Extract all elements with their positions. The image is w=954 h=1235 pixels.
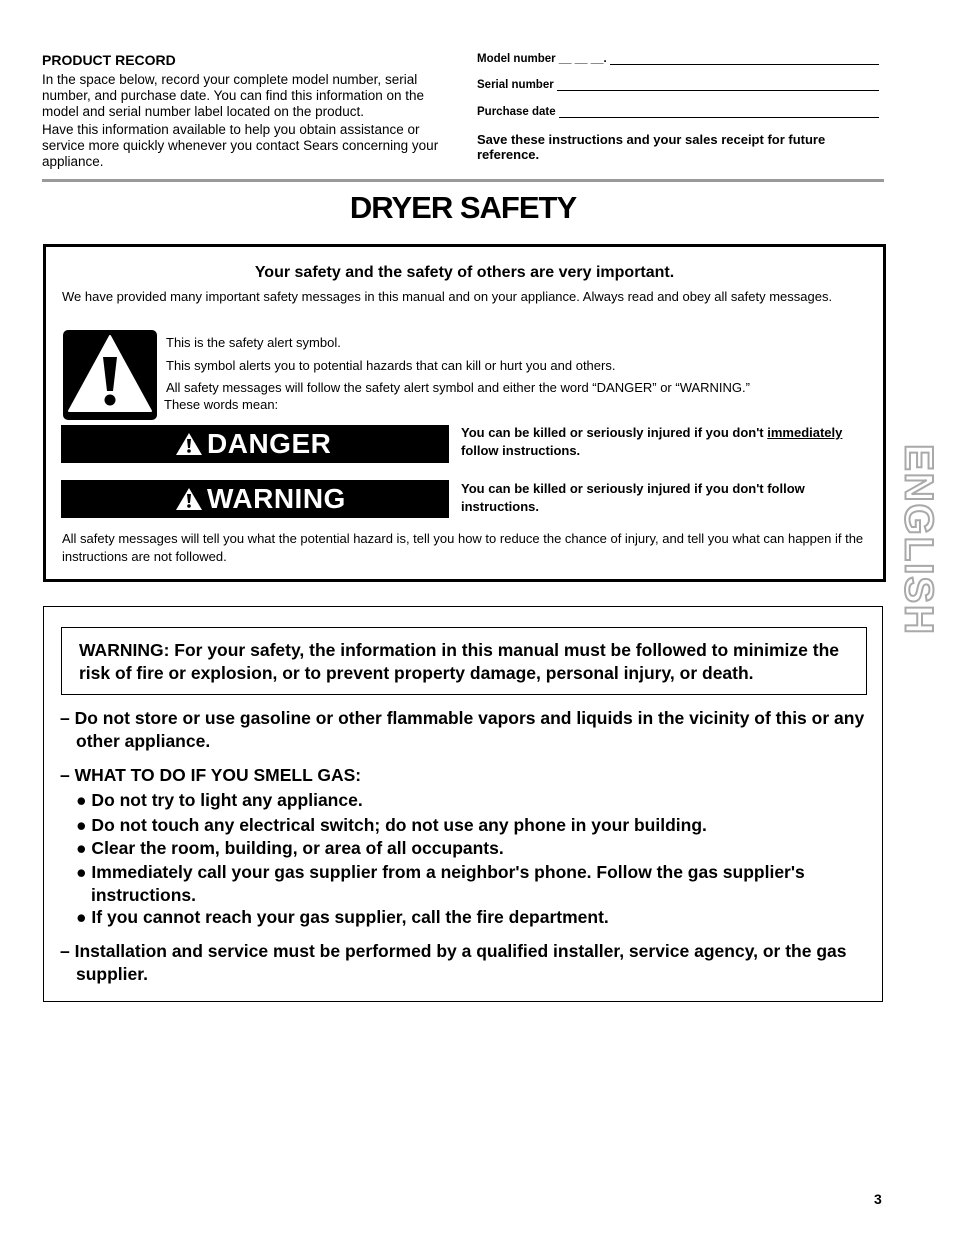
- gas-warning-text: WARNING: For your safety, the information in this manual must be followed to minimize the risk of fire or explosion, or to prevent property damage, personal injury, or death.: [79, 640, 840, 683]
- model-number-line[interactable]: [610, 54, 879, 65]
- warning-description: You can be killed or seriously injured if you don't follow instructions.: [461, 481, 805, 514]
- symbol-description-3a: All safety messages will follow the safety alert symbol and either the word “DANGER” or “WARNING.”: [166, 380, 750, 395]
- gas-bullet-1: ● Do not try to light any appliance.: [76, 790, 363, 810]
- smell-gas-heading: – WHAT TO DO IF YOU SMELL GAS:: [60, 765, 362, 785]
- product-record-paragraph-2: Have this information available to help you obtain assistance or service more quickly whenever you contact Sears concerning your appliance.: [42, 122, 439, 169]
- save-instructions-note: Save these instructions and your sales receipt for future reference.: [477, 132, 826, 162]
- danger-description-part-1: You can be killed or seriously injured if you don't: [461, 425, 768, 440]
- model-number-label: Model number __ __ __.: [477, 53, 607, 65]
- serial-number-line[interactable]: [557, 80, 879, 91]
- danger-description-part-2: follow instructions.: [461, 443, 581, 458]
- serial-number-field[interactable]: [477, 79, 879, 91]
- purchase-date-label: Purchase date: [477, 106, 556, 118]
- small-alert-triangle-icon: [175, 487, 203, 511]
- divider: [42, 179, 884, 182]
- gas-bullet-2: ● Do not touch any electrical switch; do not use any phone in your building.: [76, 815, 707, 835]
- safety-alert-triangle-icon: [62, 329, 158, 421]
- gas-bullet-5: ● If you cannot reach your gas supplier, call the fire department.: [76, 907, 609, 927]
- installation-instruction: – Installation and service must be performed by a qualified installer, service agency, or the gas supplier.: [60, 941, 847, 984]
- page-title: DRYER SAFETY: [349, 190, 577, 225]
- purchase-date-line[interactable]: [559, 107, 879, 118]
- gas-warning-notice: [61, 627, 867, 695]
- small-alert-triangle-icon: [175, 432, 203, 456]
- safety-messages-box: [43, 244, 886, 582]
- symbol-description-3b: These words mean:: [164, 397, 279, 412]
- gas-safety-box: [43, 606, 883, 1002]
- symbol-description-2: This symbol alerts you to potential hazards that can kill or hurt you and others.: [166, 358, 616, 373]
- page-number: 3: [874, 1191, 882, 1207]
- purchase-date-field[interactable]: [477, 106, 879, 118]
- danger-description: [461, 424, 876, 460]
- symbol-description-3: [166, 379, 826, 413]
- language-side-tab-label: ENGLISH: [896, 444, 941, 636]
- serial-number-label: Serial number: [477, 79, 554, 91]
- model-number-field[interactable]: [477, 53, 879, 65]
- flammable-vapors-instruction: – Do not store or use gasoline or other flammable vapors and liquids in the vicinity of this or any other appliance.: [60, 708, 865, 751]
- danger-label: DANGER: [207, 428, 332, 459]
- product-record-title: PRODUCT RECORD: [42, 52, 176, 68]
- product-record-paragraph-1: In the space below, record your complete model number, serial number, and purchase date. You can find this information on the model and serial number label located on the product.: [42, 72, 425, 119]
- safety-heading: Your safety and the safety of others are very important.: [254, 264, 675, 281]
- language-side-tab: [888, 440, 948, 640]
- safety-footer: All safety messages will tell you what the potential hazard is, tell you how to reduce the chance of injury, and tell you what can happen if the instructions are not followed.: [62, 531, 864, 564]
- warning-banner: [61, 480, 449, 518]
- danger-description-emphasis: immediately: [767, 425, 843, 440]
- gas-bullet-4: ● Immediately call your gas supplier from a neighbor's phone. Follow the gas supplier's instructions.: [76, 862, 805, 905]
- safety-intro: We have provided many important safety messages in this manual and on your appliance. Always read and obey all safety messages.: [62, 289, 833, 304]
- warning-label: WARNING: [207, 483, 346, 514]
- symbol-description-1: This is the safety alert symbol.: [166, 335, 341, 350]
- danger-banner: [61, 425, 449, 463]
- gas-bullet-3: ● Clear the room, building, or area of all occupants.: [76, 838, 504, 858]
